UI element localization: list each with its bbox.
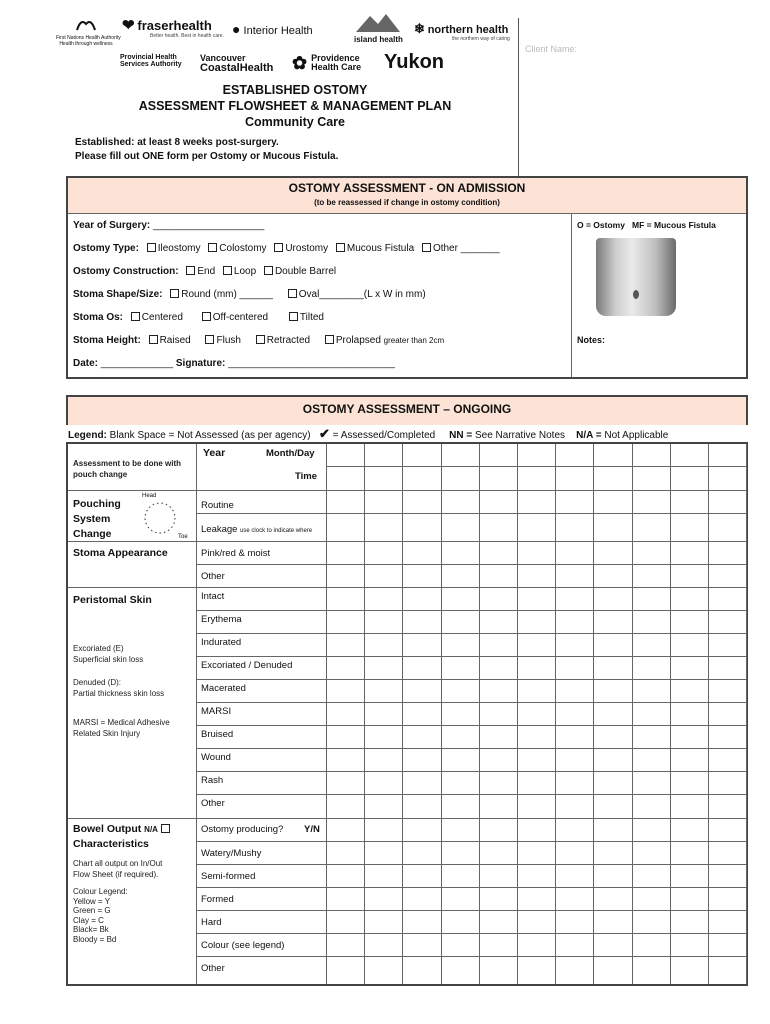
grid-line [196,748,746,749]
colour-legend [73,887,128,944]
round-checkbox[interactable] [170,289,179,298]
admission-title: OSTOMY ASSESSMENT - ON ADMISSION [288,181,526,195]
grid-line [196,702,746,703]
grid-line [196,910,746,911]
double-barrel-checkbox[interactable] [264,266,273,275]
date-label: Date: [73,358,99,369]
month-day-header: Month/Day [266,448,315,459]
grid-line [196,656,746,657]
grid-line [68,818,746,819]
client-name-label: Client Name: [525,44,578,54]
grid-line [196,887,746,888]
vch-logo [200,54,273,75]
ongoing-title: OSTOMY ASSESSMENT – ONGOING [302,402,512,416]
yn-label: Y/N [304,824,320,835]
legend-nn: NN = [449,430,475,441]
bowel-row-label: Hard [201,917,222,928]
grid-line [196,679,746,680]
other-type-label: Other _______ [432,243,500,254]
client-name-box[interactable] [518,18,770,176]
type-label: Ostomy Type: [73,243,139,254]
end-checkbox[interactable] [186,266,195,275]
grid-line [196,933,746,934]
mucous-fistula-checkbox[interactable] [336,243,345,252]
vch-line1: Vancouver [200,53,246,63]
grid-line [708,444,709,984]
notes-label: Notes: [577,335,606,345]
double-barrel-label: Double Barrel [274,266,337,277]
bowel-row-label: Semi-formed [201,871,256,882]
excoriated-note-text: Excoriated (E) [73,644,124,653]
interior-logo [232,22,313,38]
os-label: Stoma Os: [73,312,124,323]
legend-blank: Blank Space = [106,430,178,441]
island-name: island health [354,34,403,44]
tilted-label: Tilted [299,312,324,323]
colour-yellow: Yellow = Y [73,896,111,906]
grid-line [196,513,746,514]
chart-note [73,858,162,880]
superficial-note: Superficial skin loss [73,655,144,664]
title-line1: ESTABLISHED OSTOMY [222,83,368,97]
urostomy-label: Urostomy [285,243,329,254]
admission-fields [68,214,572,377]
chart-note-text2: Flow Sheet (if required). [73,870,159,879]
grid-line [196,841,746,842]
chart-note-text: Chart all output on In/Out [73,859,163,868]
heart-icon: ❤ [122,17,135,34]
skin-row-label: Indurated [201,637,242,648]
providence-logo [292,54,367,73]
retracted-checkbox[interactable] [256,335,265,344]
grid-line [196,610,746,611]
loop-label: Loop [233,266,257,277]
grid-line [326,466,746,467]
time-header: Time [295,471,318,482]
partial-note: Partial thickness skin loss [73,689,165,698]
fnha-logo [56,16,121,47]
providence-name: Providence Health Care [311,53,362,73]
prolapsed-note: greater than 2cm [383,336,445,345]
stoma-other-label: Other [201,571,225,582]
fraser-logo [122,18,224,39]
grid-line [196,564,746,565]
bowel-na-checkbox[interactable] [161,824,170,833]
providence-icon: ✿ [292,53,308,73]
shape-row [73,289,426,300]
legend-check-text: = Assessed/Completed [332,430,436,441]
year-label: Year of Surgery: [73,220,151,231]
prolapsed-checkbox[interactable] [325,335,334,344]
interior-icon: ● [232,21,241,37]
legend-nn-value: See Narrative Notes [474,430,566,441]
leakage-note: use clock to indicate where [240,528,313,534]
northern-logo [414,22,510,42]
construction-row [73,266,336,277]
round-label: Round (mm) ______ [181,289,273,300]
form-title [60,82,530,130]
grid-line [555,444,556,984]
denuded-note [73,677,164,699]
off-centered-checkbox[interactable] [202,312,211,321]
phsa-name: Provincial Health Services Authority [120,54,182,69]
bowel-row-label: Ostomy producing? [201,824,284,835]
grid-line [746,444,747,984]
ongoing-header [68,397,746,425]
oval-label: Oval________(L x W in mm) [298,289,426,300]
intro-text [75,136,338,164]
yukon-name: Yukon [384,51,445,73]
colostomy-checkbox[interactable] [208,243,217,252]
end-label: End [197,266,216,277]
pink-label: Pink/red & moist [201,548,271,559]
centered-label: Centered [141,312,183,323]
fraser-tagline: Better health. Best in health care. [150,32,224,39]
legend-blank-value: Not Assessed (as per agency) [177,430,311,441]
centered-checkbox[interactable] [131,312,140,321]
os-row [73,312,324,323]
admission-subtitle: (to be reassessed if change in ostomy condition) [314,198,500,207]
island-logo [354,12,403,44]
colour-bloody: Bloody = Bd [73,934,117,944]
admission-header [68,178,746,214]
vch-line2: CoastalHealth [200,62,274,75]
abdomen-image[interactable] [596,238,676,316]
assess-note: Assessment to be done with pouch change [73,459,182,479]
phsa-logo [104,54,184,69]
yukon-logo [384,52,444,73]
colour-legend-title: Colour Legend: [73,887,128,896]
marsi-note-text: MARSI = Medical Adhesive [73,718,170,727]
fnha-icon [75,16,97,34]
flowsheet-grid [66,442,748,986]
intro-line1: Established: at least 8 weeks post-surgery. [75,137,279,148]
urostomy-checkbox[interactable] [274,243,283,252]
retracted-label: Retracted [266,335,311,346]
marsi-note-text2: Related Skin Injury [73,729,141,738]
ostomy-key [577,220,716,230]
bowel-row-label: Other [201,963,225,974]
intro-line2: Please fill out ONE form per Ostomy or Mucous Fistula. [75,151,339,162]
navel [633,290,639,299]
year-row [73,220,264,231]
ongoing-section [66,395,748,425]
grid-line [68,541,746,542]
grid-line [326,444,327,984]
off-centered-label: Off-centered [212,312,269,323]
grid-line [670,444,671,984]
skin-row-label: Intact [201,591,225,602]
admission-diagram [572,214,746,377]
bowel-characteristics-label: Characteristics [73,838,149,850]
flush-checkbox[interactable] [205,335,214,344]
other-type-checkbox[interactable] [422,243,431,252]
mucous-fistula-label: Mucous Fistula [346,243,415,254]
denuded-note-text: Denuded (D): [73,678,122,687]
bowel-row-label: Colour (see legend) [201,940,285,951]
excoriated-note [73,643,143,665]
colour-green: Green = G [73,906,111,915]
skin-row-label: Rash [201,775,224,786]
title-line3: Community Care [244,115,346,129]
skin-row-label: MARSI [201,706,232,717]
marsi-note [73,717,170,739]
clock-toe-label: Toe [178,534,188,540]
grid-line [68,490,746,491]
title-line2: ASSESSMENT FLOWSHEET & MANAGEMENT PLAN [138,99,452,113]
peristomal-label: Peristomal Skin [73,594,152,606]
fnha-tagline: Health through wellness [59,40,113,47]
northern-name: northern health [427,24,509,36]
signature-field[interactable]: ______________________________ [228,358,395,369]
loop-checkbox[interactable] [223,266,232,275]
bowel-row-label: Formed [201,894,234,905]
grid-line [196,725,746,726]
type-row [73,243,500,254]
legend-na-value: Not Applicable [604,430,669,441]
legend-label: Legend: [68,430,107,441]
key-mucous-fistula: MF = Mucous Fistula [632,220,716,230]
grid-line [196,956,746,957]
date-field[interactable]: _____________ [100,358,174,369]
interior-name: Interior Health [243,25,313,37]
year-header: Year [203,447,226,459]
grid-line [196,794,746,795]
tilted-checkbox[interactable] [289,312,298,321]
leakage-label [201,524,312,535]
stoma-appearance-label: Stoma Appearance [73,547,168,559]
grid-line [402,444,403,984]
oval-checkbox[interactable] [288,289,297,298]
grid-line [196,444,197,984]
leakage-text: Leakage [201,524,238,535]
check-icon: ✔ [318,426,330,441]
legend [68,426,668,442]
bowel-na-label: N/A [144,825,158,834]
raised-checkbox[interactable] [149,335,158,344]
skin-row-label: Macerated [201,683,246,694]
grid-line [479,444,480,984]
colour-black: Black= Bk [73,925,109,934]
height-label: Stoma Height: [73,335,141,346]
skin-row-label: Wound [201,752,231,763]
signature-label: Signature: [175,358,226,369]
grid-line [517,444,518,984]
grid-line [196,633,746,634]
grid-line [632,444,633,984]
grid-line [196,864,746,865]
ileostomy-checkbox[interactable] [147,243,156,252]
grid-line [593,444,594,984]
key-ostomy: O = Ostomy [577,220,625,230]
routine-label: Routine [201,500,234,511]
construction-label: Ostomy Construction: [73,266,179,277]
skin-row-label: Erythema [201,614,242,625]
year-field[interactable]: ____________________ [153,220,265,231]
grid-line [196,771,746,772]
pouching-label: Pouching System Change [73,498,121,540]
date-row [73,358,395,369]
grid-line [441,444,442,984]
skin-row-label: Other [201,798,225,809]
colour-clay: Clay = C [73,915,104,925]
ileostomy-label: Ileostomy [157,243,201,254]
height-row [73,335,444,346]
skin-row-label: Bruised [201,729,234,740]
shape-label: Stoma Shape/Size: [73,289,163,300]
grid-line [364,444,365,984]
clock-head-label: Head [142,493,157,499]
mountain-icon [356,12,400,32]
colostomy-label: Colostomy [219,243,267,254]
skin-row-label: Excoriated / Denuded [201,660,293,671]
flush-label: Flush [216,335,241,346]
snowflake-icon: ❄ [414,21,425,36]
grid-line [68,587,746,588]
legend-na: N/A = [576,430,605,441]
bowel-text: Bowel Output [73,823,142,835]
fnha-name: First Nations Health Authority [56,35,121,42]
bowel-row-label: Watery/Mushy [201,848,262,859]
bowel-label [73,823,172,835]
admission-section [66,176,748,379]
northern-tagline: the northern way of caring [452,35,510,42]
prolapsed-label: Prolapsed [335,335,381,346]
raised-label: Raised [159,335,191,346]
fraser-name: fraserhealth [137,18,212,33]
